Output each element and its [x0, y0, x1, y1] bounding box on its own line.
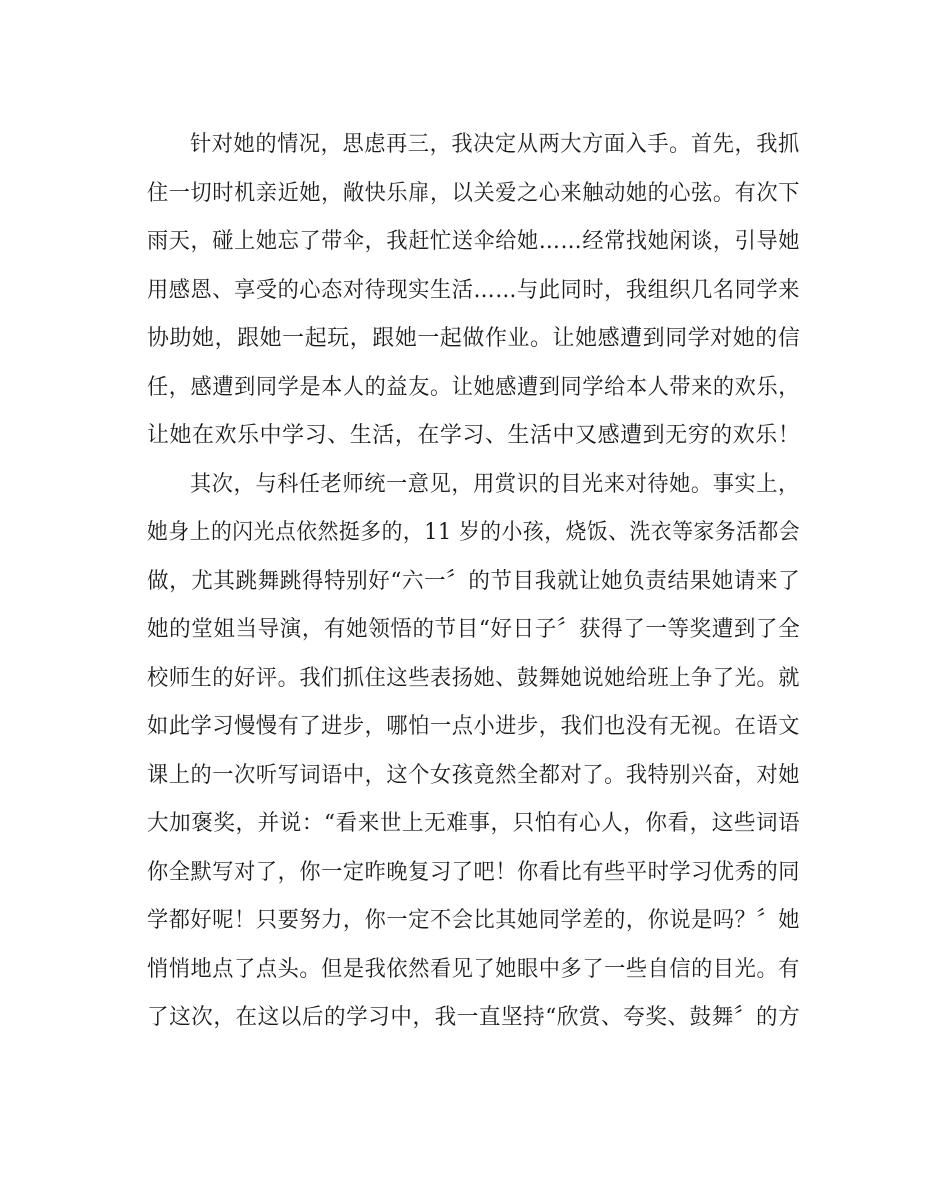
- paragraph-2-line-10: 学都好呢！只要努力，你一定不会比其她同学差的，你说是吗？〞她: [147, 908, 800, 933]
- paragraph-1-line-5: 协助她，跟她一起玩，跟她一起做作业。让她感遭到同学对她的信: [147, 326, 801, 351]
- paragraph-2-line-8: 大加褒奖，并说：“看来世上无难事，只怕有心人，你看，这些词语: [147, 811, 801, 836]
- paragraph-2-line-12: 了这次，在这以后的学习中，我一直坚持“欣赏、夸奖、鼓舞〞的方: [147, 1005, 801, 1030]
- paragraph-2-line-9: 你全默写对了，你一定昨晚复习了吧！你看比有些平时学习优秀的同: [147, 860, 800, 885]
- paragraph-1-line-6: 任，感遭到同学是本人的益友。让她感遭到同学给本人带来的欢乐，: [147, 375, 800, 400]
- paragraph-1-line-3: 雨天，碰上她忘了带伞，我赶忙送伞给她……经常找她闲谈，引导她: [147, 229, 800, 254]
- paragraph-1-line-2: 住一切时机亲近她，敞快乐扉，以关爱之心来触动她的心弦。有次下: [147, 181, 800, 206]
- paragraph-2-line-7: 课上的一次听写词语中，这个女孩竟然全都对了。我特别兴奋，对她: [147, 763, 800, 788]
- paragraph-2-line-3: 做，尤其跳舞跳得特别好“六一〞的节目我就让她负责结果她请来了: [147, 569, 801, 594]
- paragraph-1-line-4: 用感恩、享受的心态对待现实生活……与此同时，我组织几名同学来: [147, 278, 800, 303]
- paragraph-2-line-11: 悄悄地点了点头。但是我依然看见了她眼中多了一些自信的目光。有: [147, 957, 800, 982]
- paragraph-2-line-4: 她的堂姐当导演，有她领悟的节目“好日子〞获得了一等奖遭到了全: [147, 617, 801, 642]
- paragraph-2-line-5: 校师生的好评。我们抓住这些表扬她、鼓舞她说她给班上争了光。就: [147, 666, 800, 691]
- paragraph-2-line-1: 其次，与科任老师统一意见，用赏识的目光来对待她。事实上，: [190, 472, 800, 497]
- paragraph-1-line-7: 让她在欢乐中学习、生活，在学习、生活中又感遭到无穷的欢乐！: [147, 423, 801, 448]
- paragraph-2-line-6: 如此学习慢慢有了进步，哪怕一点小进步，我们也没有无视。在语文: [147, 714, 800, 739]
- paragraph-2-line-2: 她身上的闪光点依然挺多的，11 岁的小孩，烧饭、洗衣等家务活都会: [147, 520, 801, 545]
- paragraph-1-line-1: 针对她的情况，思虑再三，我决定从两大方面入手。首先，我抓: [190, 132, 800, 157]
